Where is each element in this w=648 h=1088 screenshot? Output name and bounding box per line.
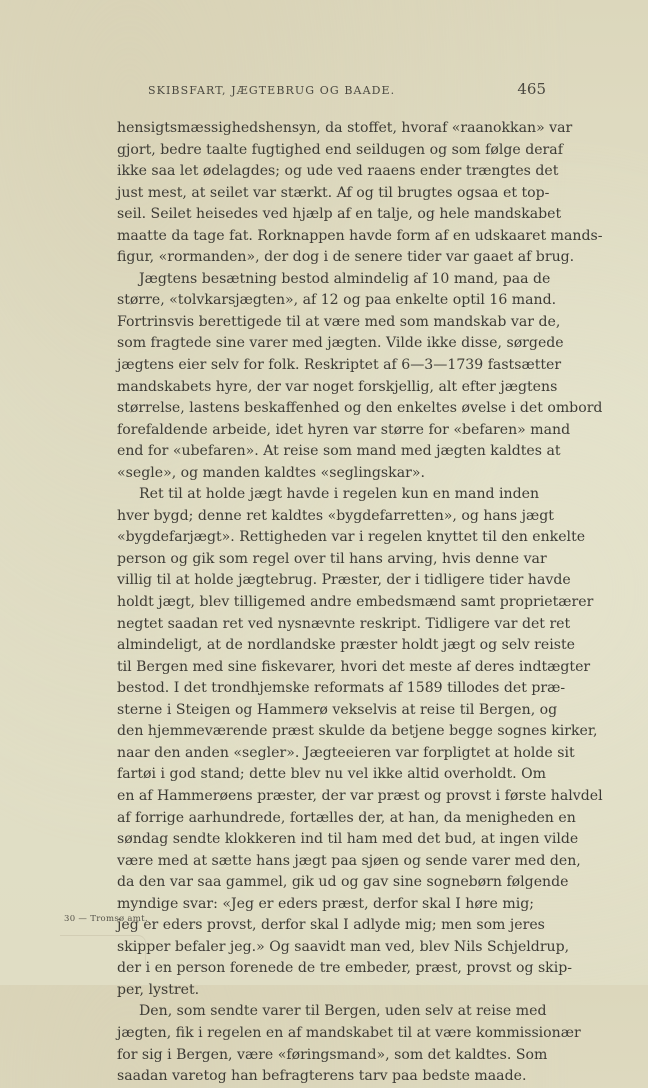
text-line: skipper befaler jeg.» Og saavidt man ved, blev Nils Schjeldrup, xyxy=(117,938,570,955)
text-line: myndige svar: «Jeg er eders præst, derfor skal I høre mig; xyxy=(117,895,535,912)
text-line: der i en person forenede de tre embeder, præst, provst og skip- xyxy=(117,960,573,977)
text-line: Jægtens besætning bestod almindelig af 10 mand, paa de xyxy=(139,270,551,287)
paper-stain xyxy=(60,935,146,966)
text-line: Den, som sendte varer til Bergen, uden selv at reise med xyxy=(139,1003,547,1020)
text-line: holdt jægt, blev tilligemed andre embedsmænd samt proprietærer xyxy=(117,594,594,611)
text-line: mandskabets hyre, der var noget forskjellig, alt efter jægtens xyxy=(117,378,558,395)
text-line: saadan varetog han befragterens tarv paa bedste maade. xyxy=(117,1068,527,1085)
text-line: per, lystret. xyxy=(117,981,200,998)
text-line: almindeligt, at de nordlandske præster holdt jægt og selv reiste xyxy=(117,637,576,654)
text-line: søndag sendte klokkeren ind til ham med det bud, at ingen vilde xyxy=(117,831,579,848)
text-line: den hjemmeværende præst skulde da betjene begge sognes kirker, xyxy=(117,723,598,740)
text-line: ikke saa let ødelagdes; og ude ved raaens ender trængtes det xyxy=(117,163,559,180)
text-line: størrelse, lastens beskaffenhed og den enkeltes øvelse i det ombord xyxy=(117,400,603,417)
text-line: maatte da tage fat. Rorknappen havde form af en udskaaret mands- xyxy=(117,227,603,244)
text-line: «segle», og manden kaldtes «seglingskar». xyxy=(117,464,425,481)
text-line: som fragtede sine varer med jægten. Vilde ikke disse, sørgede xyxy=(117,335,564,352)
body-text xyxy=(117,118,603,1088)
text-line: hensigtsmæssighedshensyn, da stoffet, hvoraf «raanokkan» var xyxy=(117,120,573,136)
text-line: bestod. I det trondhjemske reformats af 1589 tillodes det præ- xyxy=(117,680,566,697)
text-line: just mest, at seilet var stærkt. Af og til brugtes ogsaa et top- xyxy=(117,184,550,201)
text-line: jægten, fik i regelen en af mandskabet til at være kommissionær xyxy=(117,1024,581,1041)
text-line: person og gik som regel over til hans arving, hvis denne var xyxy=(117,550,547,567)
text-line: da den var saa gammel, gik ud og gav sine sognebørn følgende xyxy=(117,874,569,891)
running-head xyxy=(118,78,546,98)
text-line: figur, «rormanden», der dog i de senere tider var gaaet af brug. xyxy=(117,249,575,266)
text-line: af forrige aarhundrede, fortælles der, at han, da menigheden en xyxy=(117,809,576,826)
text-line: jægtens eier selv for folk. Reskriptet af 6—3—1739 fastsætter xyxy=(117,357,562,374)
text-line: gjort, bedre taalte fugtighed end seildugen og som følge deraf xyxy=(117,141,563,158)
text-line: til Bergen med sine fiskevarer, hvori det meste af deres indtægter xyxy=(117,658,591,675)
text-line: villig til at holde jægtebrug. Præster, der i tidligere tider havde xyxy=(117,572,571,589)
text-line: hver bygd; denne ret kaldtes «bygdefarretten», og hans jægt xyxy=(117,507,554,524)
text-line: seil. Seilet heisedes ved hjælp af en talje, og hele mandskabet xyxy=(117,206,562,223)
text-line: Fortrinsvis berettigede til at være med som mandskab var de, xyxy=(117,313,561,330)
text-line: en af Hammerøens præster, der var præst og provst i første halvdel xyxy=(117,787,603,804)
text-line: end for «ubefaren». At reise som mand med jægten kaldtes at xyxy=(117,443,561,460)
text-line: negtet saadan ret ved nysnævnte reskript. Tidligere var det ret xyxy=(117,615,571,632)
footer-signature: 30 — Tromsø amt. xyxy=(64,914,148,924)
text-line: naar den anden «segler». Jægteeieren var forpligtet at holde sit xyxy=(117,744,575,761)
page-number: 465 xyxy=(517,80,546,98)
text-line: for sig i Bergen, være «føringsmand», som det kaldtes. Som xyxy=(117,1046,548,1063)
text-line: jeg er eders provst, derfor skal I adlyde mig; men som jeres xyxy=(117,917,545,934)
text-line: Ret til at holde jægt havde i regelen kun en mand inden xyxy=(139,486,540,503)
text-line: «bygdefarjægt». Rettigheden var i regelen knyttet til den enkelte xyxy=(117,529,586,546)
text-line: fartøi i god stand; dette blev nu vel ikke altid overholdt. Om xyxy=(117,766,547,783)
text-line: være med at sætte hans jægt paa sjøen og sende varer med den, xyxy=(117,852,581,869)
text-line: forefaldende arbeide, idet hyren var større for «befaren» mand xyxy=(117,421,571,438)
text-line: større, «tolvkarsjægten», af 12 og paa enkelte optil 16 mand. xyxy=(117,292,557,309)
running-title: SKIBSFART, JÆGTEBRUG OG BAADE. xyxy=(148,84,396,97)
text-line: sterne i Steigen og Hammerø vekselvis at reise til Bergen, og xyxy=(117,701,558,718)
